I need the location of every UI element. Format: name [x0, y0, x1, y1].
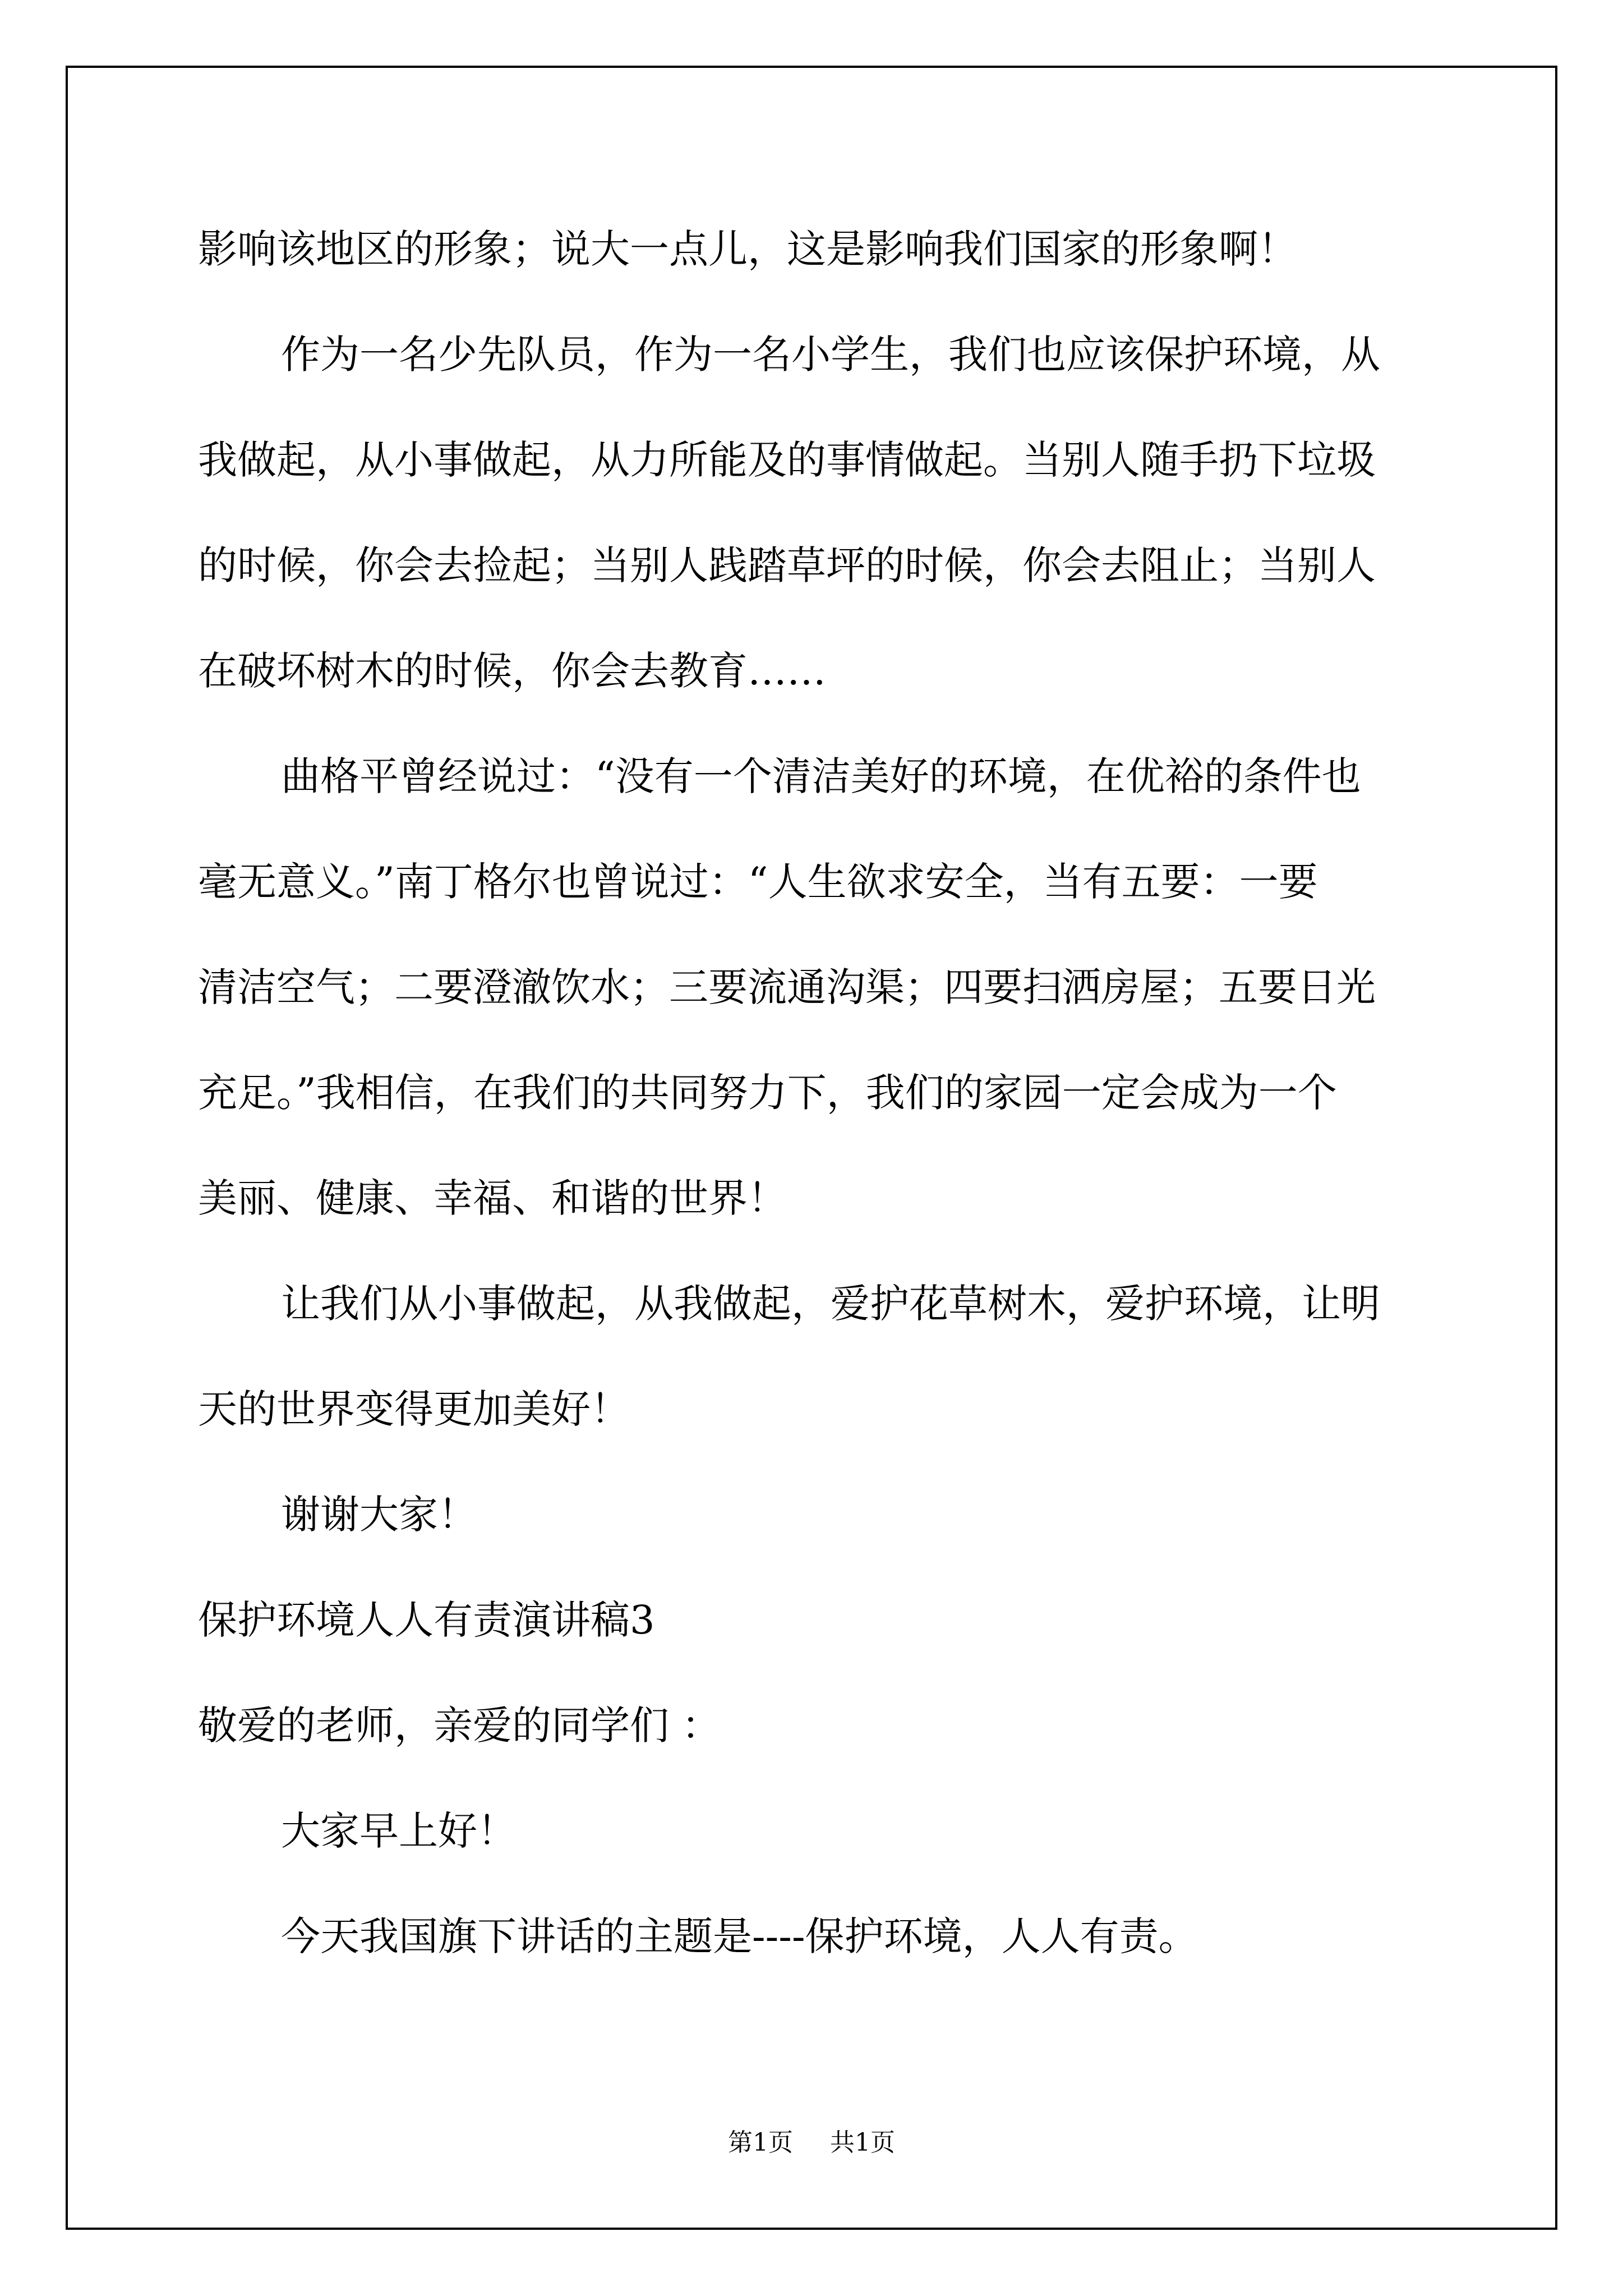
paragraph-line: 今天我国旗下讲话的主题是----保护环境，人人有责。	[281, 1913, 1198, 1959]
paragraph-line: 的时候，你会去捡起；当别人践踏草坪的时候，你会去阻止；当别人	[198, 542, 1376, 588]
paragraph-line: 充足。”我相信，在我们的共同努力下，我们的家园一定会成为一个	[198, 1070, 1337, 1116]
paragraph-line: 美丽、健康、幸福、和谐的世界！	[198, 1175, 787, 1221]
paragraph-line: 我做起，从小事做起，从力所能及的事情做起。当别人随手扔下垃圾	[198, 437, 1376, 483]
paragraph-line: 在破坏树木的时候，你会去教育……	[198, 648, 826, 694]
paragraph-line: 毫无意义。”南丁格尔也曾说过：“人生欲求安全，当有五要：一要	[198, 859, 1318, 905]
page-number-total: 共1页	[830, 2128, 895, 2157]
paragraph-line: 清洁空气；二要澄澈饮水；三要流通沟渠；四要扫洒房屋；五要日光	[198, 964, 1376, 1010]
salutation-line: 敬爱的老师，亲爱的同学们 ：	[198, 1703, 721, 1749]
closing-line: 谢谢大家！	[281, 1492, 477, 1538]
section-title: 保护环境人人有责演讲稿3	[198, 1597, 655, 1643]
document-body	[198, 196, 1432, 1989]
page-footer	[0, 2126, 1623, 2160]
page-number-current: 第1页	[728, 2128, 793, 2157]
paragraph-line: 天的世界变得更加美好！	[198, 1386, 630, 1432]
paragraph-line: 曲格平曾经说过：“没有一个清洁美好的环境，在优裕的条件也	[281, 753, 1361, 799]
paragraph-line: 影响该地区的形象；说大一点儿，这是影响我们国家的形象啊！	[198, 226, 1297, 272]
greeting-line: 大家早上好！	[281, 1808, 517, 1854]
paragraph-line: 让我们从小事做起，从我做起，爱护花草树木，爱护环境，让明	[281, 1281, 1380, 1327]
paragraph-line: 作为一名少先队员，作为一名小学生，我们也应该保护环境，从	[281, 332, 1380, 378]
